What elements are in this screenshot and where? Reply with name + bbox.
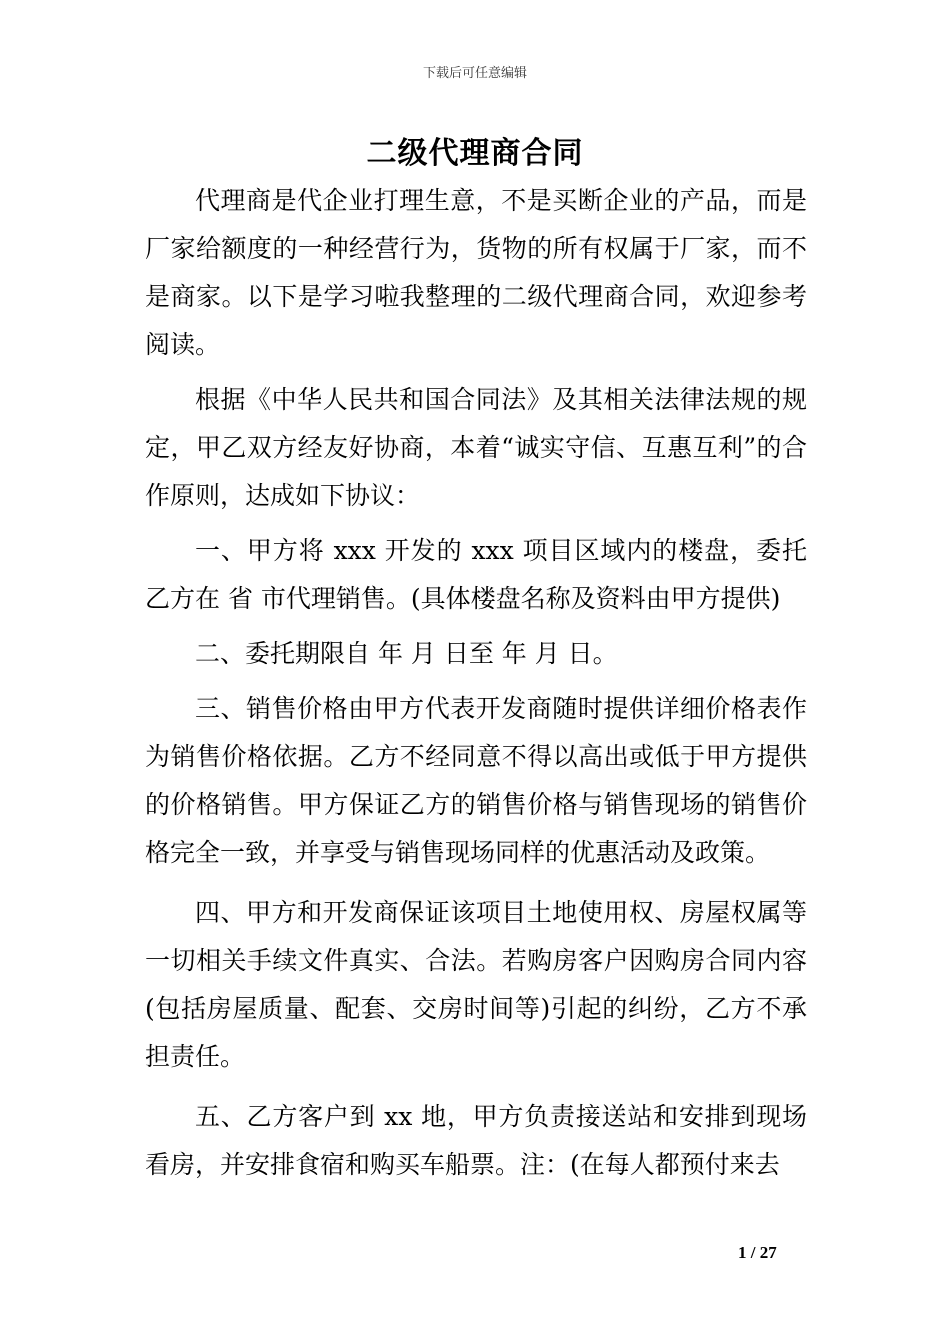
page-header-note: 下载后可任意编辑 xyxy=(422,66,527,81)
page-number: 1 / 27 xyxy=(738,1243,777,1262)
clause-2: 二、委托期限自 年 月 日至 年 月 日。 xyxy=(195,639,618,668)
clause-3: 三、销售价格由甲方代表开发商随时提供详细价格表作为销售价格依据。乙方不经同意不得以高出或低于甲方提供的价格销售。甲方保证乙方的销售价格与销售现场的销售价格完全一致，并享受与销售现场同样的优惠活动及政策。 xyxy=(145,694,807,867)
document-body xyxy=(145,177,807,1189)
paragraph-intro: 代理商是代企业打理生意，不是买断企业的产品，而是厂家给额度的一种经营行为，货物的所有权属于厂家，而不是商家。以下是学习啦我整理的二级代理商合同，欢迎参考阅读。 xyxy=(145,186,807,359)
clause-5: 五、乙方客户到 xx 地，甲方负责接送站和安排到现场看房，并安排食宿和购买车船票。注：(在每人都预付来去 xyxy=(145,1102,807,1179)
clause-4: 四、甲方和开发商保证该项目土地使用权、房屋权属等一切相关手续文件真实、合法。若购房客户因购房合同内容(包括房屋质量、配套、交房时间等)引起的纠纷，乙方不承担责任。 xyxy=(145,898,807,1071)
paragraph-preamble: 根据《中华人民共和国合同法》及其相关法律法规的规定，甲乙双方经友好协商，本着“诚实守信、互惠互利”的合作原则，达成如下协议： xyxy=(145,385,807,510)
document-title: 二级代理商合同 xyxy=(366,136,584,171)
clause-1: 一、甲方将 xxx 开发的 xxx 项目区域内的楼盘，委托乙方在 省 市代理销售。(具体楼盘名称及资料由甲方提供) xyxy=(145,536,807,613)
